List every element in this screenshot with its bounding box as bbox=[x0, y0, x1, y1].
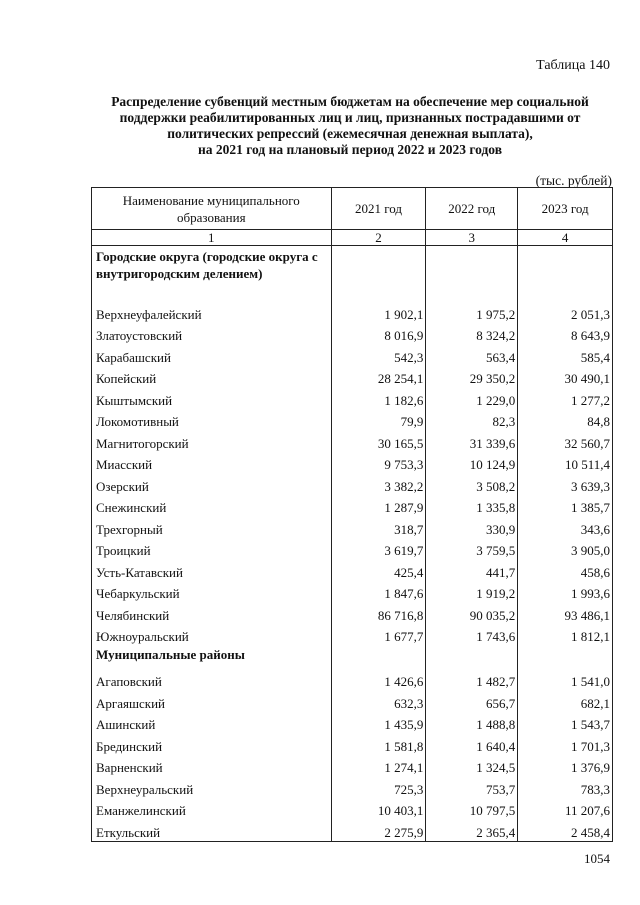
value-2022-cell: 1 743,6 bbox=[426, 624, 518, 646]
value-2022-cell: 1 229,0 bbox=[426, 387, 518, 409]
table-row bbox=[92, 366, 613, 388]
value-2022-cell: 1 975,2 bbox=[426, 301, 518, 323]
value-2023-cell: 93 486,1 bbox=[518, 602, 613, 624]
title-line: политических репрессий (ежемесячная денежная выплата), bbox=[167, 126, 533, 141]
municipality-name-cell: Копейский bbox=[92, 366, 332, 388]
value-2021-cell: 30 165,5 bbox=[331, 430, 426, 452]
value-2023-cell: 1 543,7 bbox=[518, 712, 613, 734]
empty-cell bbox=[331, 645, 426, 669]
value-2021-cell: 1 902,1 bbox=[331, 301, 426, 323]
value-2022-cell: 3 759,5 bbox=[426, 538, 518, 560]
document-title bbox=[90, 94, 610, 158]
empty-cell bbox=[331, 246, 426, 302]
value-2022-cell: 1 488,8 bbox=[426, 712, 518, 734]
municipality-name-cell: Троицкий bbox=[92, 538, 332, 560]
municipality-name-cell: Кыштымский bbox=[92, 387, 332, 409]
column-number: 1 bbox=[92, 230, 332, 246]
title-line: на 2021 год на плановый период 2022 и 2023 годов bbox=[197, 142, 503, 157]
table-row bbox=[92, 798, 613, 820]
municipality-name-cell: Снежинский bbox=[92, 495, 332, 517]
page-number: 1054 bbox=[584, 851, 610, 866]
table-row bbox=[92, 430, 613, 452]
value-2022-cell: 656,7 bbox=[426, 690, 518, 712]
table-header-row bbox=[92, 188, 613, 230]
table-row bbox=[92, 819, 613, 841]
value-2022-cell: 31 339,6 bbox=[426, 430, 518, 452]
value-2023-cell: 10 511,4 bbox=[518, 452, 613, 474]
value-2021-cell: 86 716,8 bbox=[331, 602, 426, 624]
value-2021-cell: 542,3 bbox=[331, 344, 426, 366]
municipality-name-cell: Верхнеуральский bbox=[92, 776, 332, 798]
value-2023-cell: 1 993,6 bbox=[518, 581, 613, 603]
value-2023-cell: 1 385,7 bbox=[518, 495, 613, 517]
value-2021-cell: 1 581,8 bbox=[331, 733, 426, 755]
municipality-name-cell: Миасский bbox=[92, 452, 332, 474]
value-2023-cell: 1 701,3 bbox=[518, 733, 613, 755]
value-2022-cell: 1 324,5 bbox=[426, 755, 518, 777]
value-2021-cell: 10 403,1 bbox=[331, 798, 426, 820]
table-row bbox=[92, 409, 613, 431]
units-label: (тыс. рублей) bbox=[535, 173, 612, 188]
value-2023-cell: 458,6 bbox=[518, 559, 613, 581]
value-2023-cell: 32 560,7 bbox=[518, 430, 613, 452]
table-number: Таблица 140 bbox=[536, 58, 610, 73]
empty-cell bbox=[518, 645, 613, 669]
municipality-name-cell: Озерский bbox=[92, 473, 332, 495]
value-2023-cell: 1 277,2 bbox=[518, 387, 613, 409]
table-row bbox=[92, 559, 613, 581]
table-row bbox=[92, 301, 613, 323]
value-2022-cell: 330,9 bbox=[426, 516, 518, 538]
section-header-row bbox=[92, 645, 613, 669]
subvention-table bbox=[91, 187, 613, 842]
table-row bbox=[92, 538, 613, 560]
value-2023-cell: 3 905,0 bbox=[518, 538, 613, 560]
municipality-name-cell: Еткульский bbox=[92, 819, 332, 841]
value-2023-cell: 1 541,0 bbox=[518, 669, 613, 691]
value-2023-cell: 8 643,9 bbox=[518, 323, 613, 345]
value-2022-cell: 1 335,8 bbox=[426, 495, 518, 517]
value-2021-cell: 3 619,7 bbox=[331, 538, 426, 560]
municipality-name-cell: Чебаркульский bbox=[92, 581, 332, 603]
municipality-name-cell: Агаповский bbox=[92, 669, 332, 691]
value-2023-cell: 3 639,3 bbox=[518, 473, 613, 495]
municipality-name-cell: Карабашский bbox=[92, 344, 332, 366]
municipality-name-cell: Трехгорный bbox=[92, 516, 332, 538]
value-2021-cell: 318,7 bbox=[331, 516, 426, 538]
value-2022-cell: 8 324,2 bbox=[426, 323, 518, 345]
value-2021-cell: 632,3 bbox=[331, 690, 426, 712]
value-2021-cell: 28 254,1 bbox=[331, 366, 426, 388]
value-2022-cell: 753,7 bbox=[426, 776, 518, 798]
column-header-2021: 2021 год bbox=[331, 188, 426, 230]
value-2021-cell: 3 382,2 bbox=[331, 473, 426, 495]
value-2022-cell: 441,7 bbox=[426, 559, 518, 581]
value-2022-cell: 563,4 bbox=[426, 344, 518, 366]
municipality-name-cell: Аргаяшский bbox=[92, 690, 332, 712]
table-row bbox=[92, 452, 613, 474]
table-row bbox=[92, 344, 613, 366]
municipality-name-cell: Брединский bbox=[92, 733, 332, 755]
municipality-name-cell: Варненский bbox=[92, 755, 332, 777]
column-header-2023: 2023 год bbox=[518, 188, 613, 230]
table-row bbox=[92, 495, 613, 517]
value-2021-cell: 8 016,9 bbox=[331, 323, 426, 345]
value-2021-cell: 2 275,9 bbox=[331, 819, 426, 841]
column-number: 4 bbox=[518, 230, 613, 246]
value-2021-cell: 725,3 bbox=[331, 776, 426, 798]
value-2023-cell: 1 376,9 bbox=[518, 755, 613, 777]
column-number: 2 bbox=[331, 230, 426, 246]
value-2022-cell: 1 482,7 bbox=[426, 669, 518, 691]
table-row bbox=[92, 323, 613, 345]
title-line: поддержки реабилитированных лиц и лиц, признанных пострадавшими от bbox=[119, 110, 581, 125]
value-2023-cell: 11 207,6 bbox=[518, 798, 613, 820]
section-title: Городские округа (городские округа с внутригородским делением) bbox=[92, 246, 332, 302]
value-2023-cell: 585,4 bbox=[518, 344, 613, 366]
value-2021-cell: 1 274,1 bbox=[331, 755, 426, 777]
municipality-name-cell: Магнитогорский bbox=[92, 430, 332, 452]
value-2023-cell: 2 051,3 bbox=[518, 301, 613, 323]
table-row bbox=[92, 624, 613, 646]
value-2021-cell: 425,4 bbox=[331, 559, 426, 581]
table-row bbox=[92, 712, 613, 734]
value-2022-cell: 10 124,9 bbox=[426, 452, 518, 474]
table-row bbox=[92, 733, 613, 755]
value-2022-cell: 1 919,2 bbox=[426, 581, 518, 603]
table-row bbox=[92, 776, 613, 798]
value-2021-cell: 1 435,9 bbox=[331, 712, 426, 734]
value-2022-cell: 29 350,2 bbox=[426, 366, 518, 388]
municipality-name-cell: Локомотивный bbox=[92, 409, 332, 431]
municipality-name-cell: Усть-Катавский bbox=[92, 559, 332, 581]
section-title: Муниципальные районы bbox=[92, 645, 332, 669]
value-2022-cell: 3 508,2 bbox=[426, 473, 518, 495]
table-row bbox=[92, 387, 613, 409]
municipality-name-cell: Верхнеуфалейский bbox=[92, 301, 332, 323]
value-2021-cell: 1 182,6 bbox=[331, 387, 426, 409]
empty-cell bbox=[518, 246, 613, 302]
value-2022-cell: 10 797,5 bbox=[426, 798, 518, 820]
municipality-name-cell: Челябинский bbox=[92, 602, 332, 624]
table-row bbox=[92, 516, 613, 538]
municipality-name-cell: Южноуральский bbox=[92, 624, 332, 646]
table-row bbox=[92, 755, 613, 777]
value-2021-cell: 1 287,9 bbox=[331, 495, 426, 517]
municipality-name-cell: Златоустовский bbox=[92, 323, 332, 345]
value-2023-cell: 682,1 bbox=[518, 690, 613, 712]
value-2021-cell: 1 847,6 bbox=[331, 581, 426, 603]
value-2023-cell: 2 458,4 bbox=[518, 819, 613, 841]
column-number: 3 bbox=[426, 230, 518, 246]
column-number-row bbox=[92, 230, 613, 246]
empty-cell bbox=[426, 645, 518, 669]
table-row bbox=[92, 602, 613, 624]
empty-cell bbox=[426, 246, 518, 302]
value-2022-cell: 82,3 bbox=[426, 409, 518, 431]
value-2021-cell: 1 426,6 bbox=[331, 669, 426, 691]
value-2023-cell: 343,6 bbox=[518, 516, 613, 538]
value-2022-cell: 2 365,4 bbox=[426, 819, 518, 841]
table-row bbox=[92, 473, 613, 495]
municipality-name-cell: Еманжелинский bbox=[92, 798, 332, 820]
value-2021-cell: 9 753,3 bbox=[331, 452, 426, 474]
table-row bbox=[92, 690, 613, 712]
value-2023-cell: 30 490,1 bbox=[518, 366, 613, 388]
title-line: Распределение субвенций местным бюджетам на обеспечение мер социальной bbox=[111, 94, 589, 109]
value-2021-cell: 1 677,7 bbox=[331, 624, 426, 646]
value-2022-cell: 90 035,2 bbox=[426, 602, 518, 624]
table-body bbox=[92, 246, 613, 842]
value-2023-cell: 783,3 bbox=[518, 776, 613, 798]
section-header-row bbox=[92, 246, 613, 302]
municipality-name-cell: Ашинский bbox=[92, 712, 332, 734]
column-header-municipality: Наименование муниципального образования bbox=[92, 188, 332, 230]
value-2021-cell: 79,9 bbox=[331, 409, 426, 431]
value-2023-cell: 1 812,1 bbox=[518, 624, 613, 646]
column-header-2022: 2022 год bbox=[426, 188, 518, 230]
value-2023-cell: 84,8 bbox=[518, 409, 613, 431]
value-2022-cell: 1 640,4 bbox=[426, 733, 518, 755]
table-row bbox=[92, 581, 613, 603]
table-row bbox=[92, 669, 613, 691]
